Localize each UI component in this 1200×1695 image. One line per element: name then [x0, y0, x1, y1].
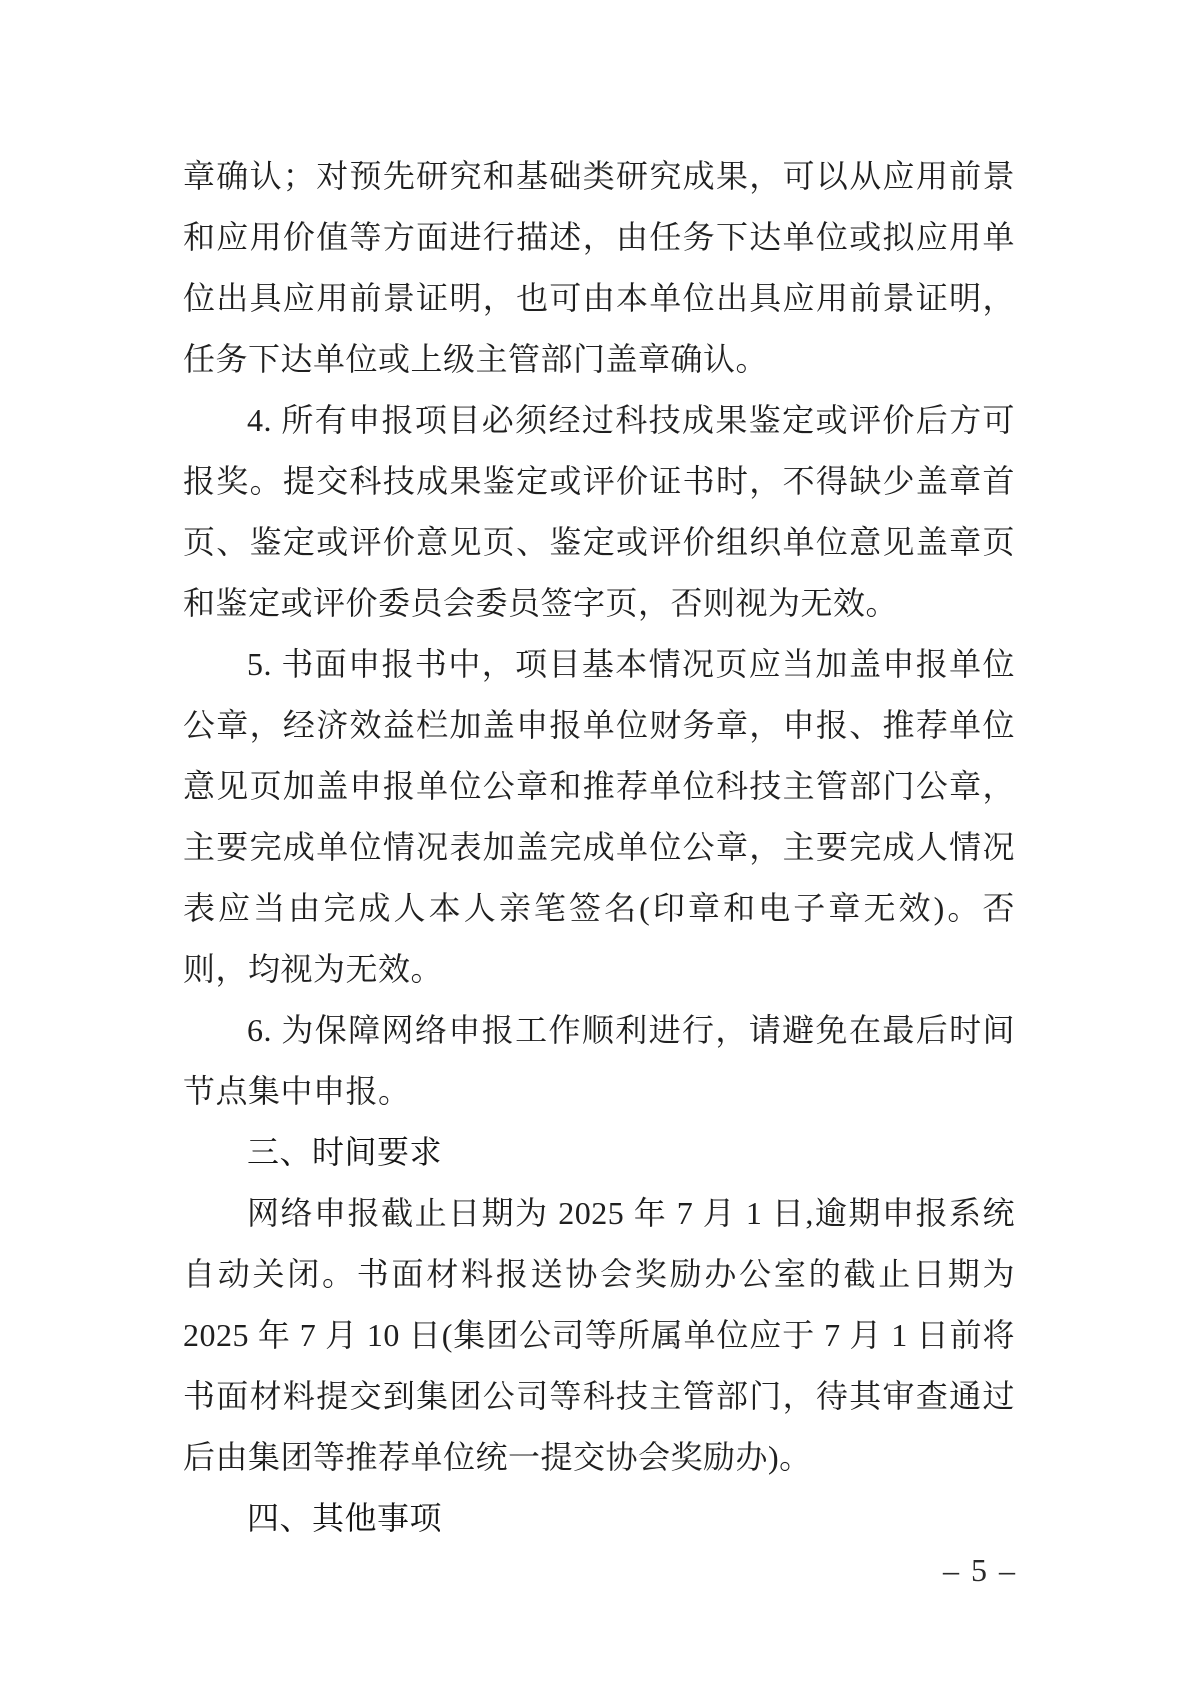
section-heading-other-matters: 四、其他事项	[247, 1500, 443, 1536]
page-number: – 5 –	[943, 1552, 1017, 1588]
paragraph-submission-deadlines: 网络申报截止日期为 2025 年 7 月 1 日,逾期申报系统自动关闭。书面材料报送协会奖励办公室的截止日期为 2025 年 7 月 10 日(集团公司等所属单位应于 7 月 1 日前将书面材料提交到集团公司等科技主管部门，待其审查通过后由集团等推荐单位统一提交协会奖励办)。	[183, 1195, 1015, 1475]
section-heading-time-requirements: 三、时间要求	[247, 1134, 443, 1170]
document-body	[183, 146, 1015, 1549]
paragraph-stamp-confirmation-continued: 章确认；对预先研究和基础类研究成果，可以从应用前景和应用价值等方面进行描述，由任务下达单位或拟应用单位出具应用前景证明，也可由本单位出具应用前景证明，任务下达单位或上级主管部门盖章确认。	[183, 158, 1015, 377]
paragraph-item-5-seals-and-signatures: 5. 书面申报书中，项目基本情况页应当加盖申报单位公章，经济效益栏加盖申报单位财务章，申报、推荐单位意见页加盖申报单位公章和推荐单位科技主管部门公章，主要完成单位情况表加盖完成单位公章，主要完成人情况表应当由完成人本人亲笔签名(印章和电子章无效)。否则，均视为无效。	[183, 646, 1015, 987]
paragraph-item-6-avoid-deadline-rush: 6. 为保障网络申报工作顺利进行，请避免在最后时间节点集中申报。	[183, 1012, 1015, 1109]
paragraph-item-4-appraisal-requirement: 4. 所有申报项目必须经过科技成果鉴定或评价后方可报奖。提交科技成果鉴定或评价证书时，不得缺少盖章首页、鉴定或评价意见页、鉴定或评价组织单位意见盖章页和鉴定或评价委员会委员签字页，否则视为无效。	[183, 402, 1015, 621]
